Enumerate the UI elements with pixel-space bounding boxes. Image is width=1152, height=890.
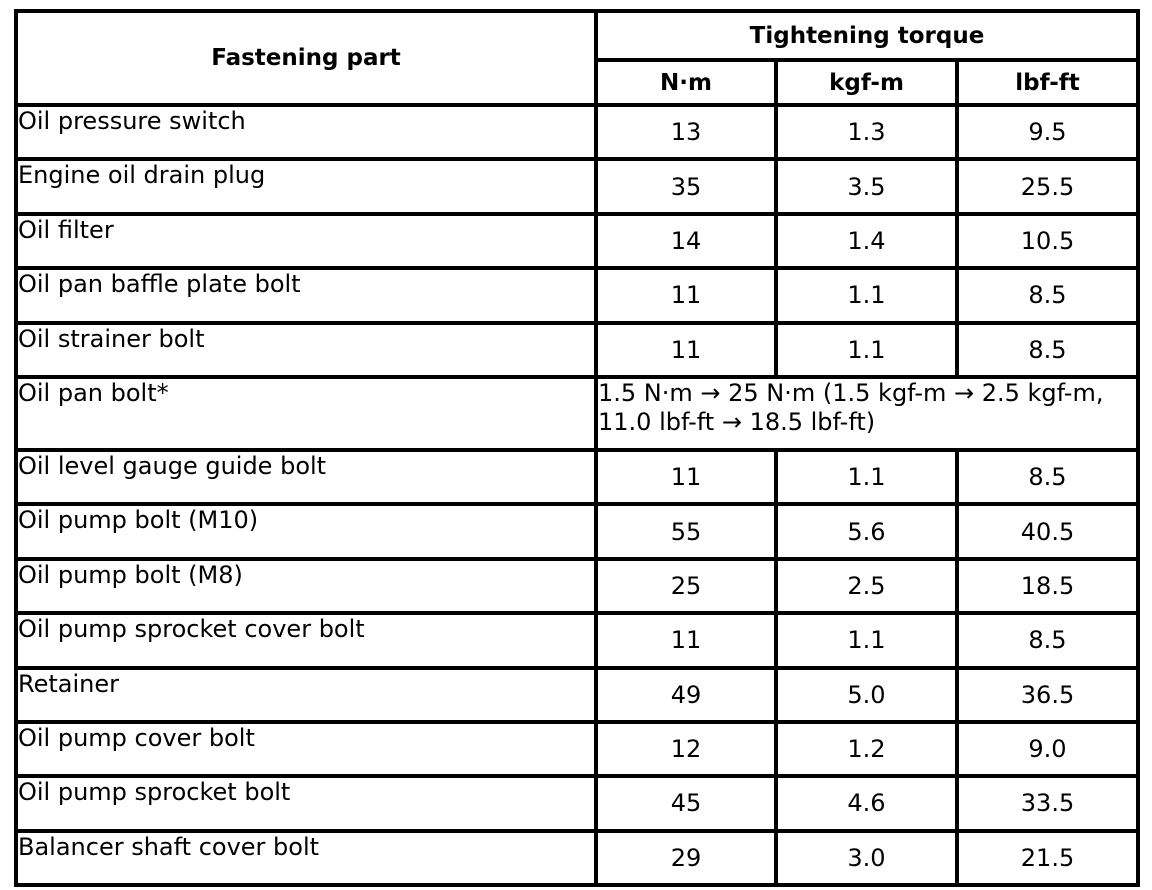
part-name: Oil pump sprocket cover bolt (16, 613, 596, 667)
value-nm: 45 (596, 776, 776, 830)
table-row (16, 504, 1138, 558)
part-name: Oil pump cover bolt (16, 722, 596, 776)
value-nm: 11 (596, 450, 776, 504)
value-nm: 35 (596, 159, 776, 213)
header-unit-nm: N·m (596, 60, 776, 105)
value-lbfft: 25.5 (957, 159, 1138, 213)
part-name: Oil strainer bolt (16, 323, 596, 377)
value-nm: 13 (596, 105, 776, 159)
table-row (16, 831, 1138, 885)
value-lbfft: 40.5 (957, 504, 1138, 558)
table-row (16, 559, 1138, 613)
value-kgfm: 1.1 (776, 613, 957, 667)
part-name: Oil pump sprocket bolt (16, 776, 596, 830)
header-unit-lbfft: lbf-ft (957, 60, 1138, 105)
value-kgfm: 1.3 (776, 105, 957, 159)
part-name: Oil pan baffle plate bolt (16, 268, 596, 322)
value-nm: 49 (596, 668, 776, 722)
value-nm: 11 (596, 613, 776, 667)
value-kgfm: 1.2 (776, 722, 957, 776)
value-kgfm: 5.6 (776, 504, 957, 558)
value-kgfm: 1.1 (776, 323, 957, 377)
value-kgfm: 5.0 (776, 668, 957, 722)
value-kgfm: 2.5 (776, 559, 957, 613)
table-row (16, 776, 1138, 830)
part-name: Oil level gauge guide bolt (16, 450, 596, 504)
torque-table (14, 9, 1140, 887)
value-lbfft: 18.5 (957, 559, 1138, 613)
value-lbfft: 9.5 (957, 105, 1138, 159)
value-lbfft: 21.5 (957, 831, 1138, 885)
value-lbfft: 10.5 (957, 214, 1138, 268)
table-row (16, 268, 1138, 322)
value-nm: 11 (596, 323, 776, 377)
value-kgfm: 1.4 (776, 214, 957, 268)
table-row (16, 323, 1138, 377)
value-kgfm: 1.1 (776, 268, 957, 322)
part-name: Oil pump bolt (M8) (16, 559, 596, 613)
header-unit-kgfm: kgf-m (776, 60, 957, 105)
table-row (16, 214, 1138, 268)
torque-sequence-note: 1.5 N·m → 25 N·m (1.5 kgf-m → 2.5 kgf-m, 11.0 lbf-ft → 18.5 lbf-ft) (596, 377, 1138, 450)
header-tightening-torque: Tightening torque (596, 11, 1138, 60)
value-nm: 29 (596, 831, 776, 885)
table-row (16, 668, 1138, 722)
value-kgfm: 4.6 (776, 776, 957, 830)
value-nm: 11 (596, 268, 776, 322)
part-name: Oil filter (16, 214, 596, 268)
value-lbfft: 8.5 (957, 268, 1138, 322)
value-nm: 55 (596, 504, 776, 558)
value-nm: 12 (596, 722, 776, 776)
value-lbfft: 9.0 (957, 722, 1138, 776)
value-lbfft: 8.5 (957, 323, 1138, 377)
table-row (16, 159, 1138, 213)
value-kgfm: 3.5 (776, 159, 957, 213)
table-row (16, 450, 1138, 504)
value-nm: 14 (596, 214, 776, 268)
value-lbfft: 36.5 (957, 668, 1138, 722)
part-name: Oil pump bolt (M10) (16, 504, 596, 558)
part-name: Balancer shaft cover bolt (16, 831, 596, 885)
part-name: Engine oil drain plug (16, 159, 596, 213)
part-name: Retainer (16, 668, 596, 722)
value-kgfm: 3.0 (776, 831, 957, 885)
table-row (16, 105, 1138, 159)
value-lbfft: 8.5 (957, 450, 1138, 504)
part-name: Oil pressure switch (16, 105, 596, 159)
value-kgfm: 1.1 (776, 450, 957, 504)
table-row (16, 613, 1138, 667)
part-name: Oil pan bolt* (16, 377, 596, 450)
table-row (16, 377, 1138, 450)
header-fastening-part: Fastening part (16, 11, 596, 105)
value-nm: 25 (596, 559, 776, 613)
table-row (16, 722, 1138, 776)
value-lbfft: 8.5 (957, 613, 1138, 667)
value-lbfft: 33.5 (957, 776, 1138, 830)
